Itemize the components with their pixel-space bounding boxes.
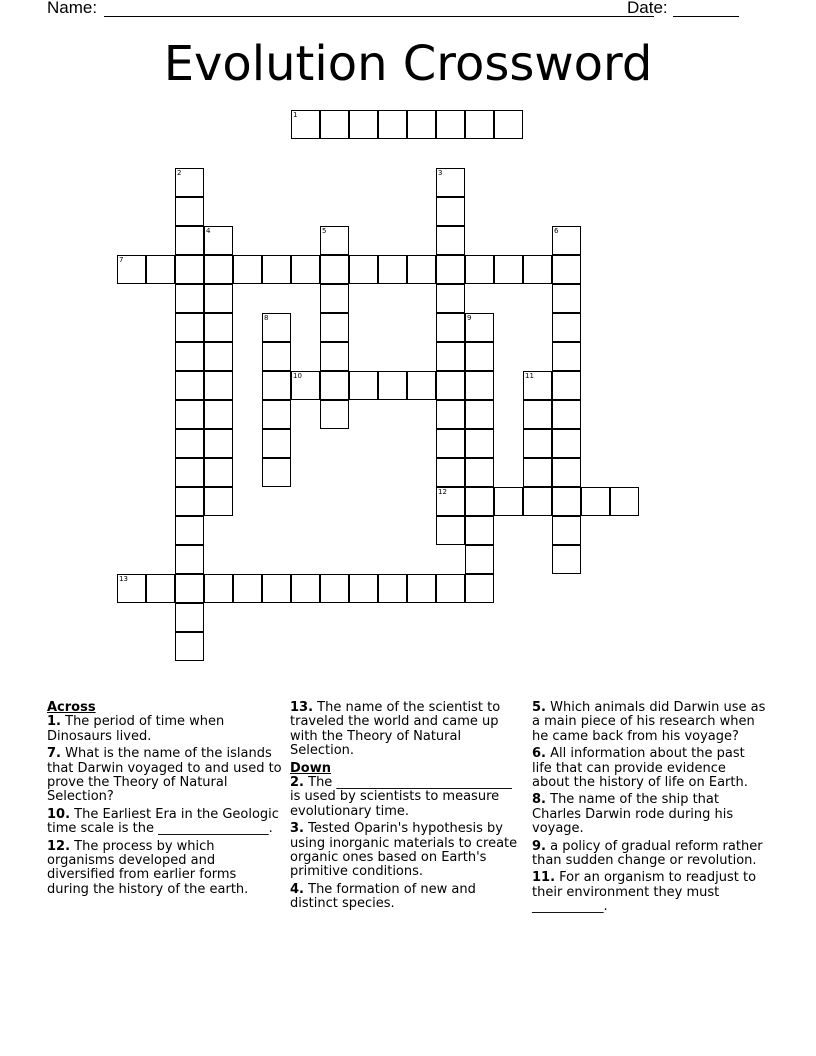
grid-cell[interactable]: [204, 226, 233, 255]
grid-cell[interactable]: [407, 574, 436, 603]
grid-cell[interactable]: [465, 342, 494, 371]
grid-cell[interactable]: [378, 574, 407, 603]
grid-cell[interactable]: [494, 487, 523, 516]
grid-cell[interactable]: [291, 574, 320, 603]
grid-cell[interactable]: [117, 255, 146, 284]
grid-cell[interactable]: [175, 313, 204, 342]
name-label: Name:: [47, 0, 98, 17]
clue-column-2: [290, 701, 525, 915]
grid-cell[interactable]: [146, 574, 175, 603]
grid-cell[interactable]: [349, 255, 378, 284]
across-clue: 12. The process by which organisms developed and diversified from earlier forms during the history of the earth.: [47, 838, 249, 897]
down-heading: Down: [290, 760, 331, 776]
clue-number: 5: [322, 227, 327, 235]
clue-number: 8: [264, 314, 269, 322]
grid-cell[interactable]: [436, 342, 465, 371]
grid-cell[interactable]: [320, 574, 349, 603]
date-label: Date:: [627, 0, 668, 17]
down-clue: 4. The formation of new and distinct species.: [290, 881, 476, 912]
grid-cell[interactable]: [436, 110, 465, 139]
clue-number: 3: [438, 169, 443, 177]
grid-cell[interactable]: [262, 255, 291, 284]
grid-cell[interactable]: [465, 371, 494, 400]
grid-cell[interactable]: [204, 400, 233, 429]
across-clue: 13. The name of the scientist to traveled the world and came up with the Theory of Natural Selection.: [290, 700, 501, 759]
grid-cell[interactable]: [262, 371, 291, 400]
grid-cell[interactable]: [436, 284, 465, 313]
grid-cell[interactable]: [175, 255, 204, 284]
down-clue: 8. The name of the ship that Charles Darwin rode during his voyage.: [532, 792, 734, 837]
down-clue: 3. Tested Oparin's hypothesis by using inorganic materials to create organic ones based on Earth's primitive conditions.: [290, 821, 518, 880]
grid-cell[interactable]: [552, 458, 581, 487]
down-clue: 11. For an organism to readjust to their environment they must ___________.: [532, 870, 757, 915]
grid-cell[interactable]: [175, 574, 204, 603]
grid-cell[interactable]: [291, 110, 320, 139]
grid-cell[interactable]: [175, 400, 204, 429]
grid-cell[interactable]: [262, 400, 291, 429]
grid-cell[interactable]: [436, 400, 465, 429]
grid-cell[interactable]: [552, 313, 581, 342]
grid-cell[interactable]: [552, 516, 581, 545]
down-clue: 6. All information about the past life that can provide evidence about the history of life on Earth.: [532, 746, 748, 791]
clue-number: 9: [467, 314, 472, 322]
grid-cell[interactable]: [523, 255, 552, 284]
grid-cell[interactable]: [378, 255, 407, 284]
grid-cell[interactable]: [204, 429, 233, 458]
grid-cell[interactable]: [320, 400, 349, 429]
grid-cell[interactable]: [175, 284, 204, 313]
grid-cell[interactable]: [175, 168, 204, 197]
grid-cell[interactable]: [552, 371, 581, 400]
grid-cell[interactable]: [146, 255, 175, 284]
grid-cell[interactable]: [523, 487, 552, 516]
grid-cell[interactable]: [175, 516, 204, 545]
grid-cell[interactable]: [349, 110, 378, 139]
grid-cell[interactable]: [175, 487, 204, 516]
grid-cell[interactable]: [175, 603, 204, 632]
grid-cell[interactable]: [552, 487, 581, 516]
grid-cell[interactable]: [349, 371, 378, 400]
clue-number: 13: [119, 575, 128, 583]
across-clue: 10. The Earliest Era in the Geologic time scale is the _________________.: [47, 806, 279, 837]
down-clue: 5. Which animals did Darwin use as a main piece of his research when he came back from his voyage?: [532, 700, 766, 744]
grid-cell[interactable]: [175, 342, 204, 371]
grid-cell[interactable]: [610, 487, 639, 516]
grid-cell[interactable]: [407, 371, 436, 400]
grid-cell[interactable]: [523, 371, 552, 400]
grid-cell[interactable]: [175, 545, 204, 574]
grid-cell[interactable]: [523, 429, 552, 458]
clue-number: 11: [525, 372, 534, 380]
grid-cell[interactable]: [320, 371, 349, 400]
grid-cell[interactable]: [233, 255, 262, 284]
grid-cell[interactable]: [465, 313, 494, 342]
grid-cell[interactable]: [175, 429, 204, 458]
grid-cell[interactable]: [552, 342, 581, 371]
grid-cell[interactable]: [175, 371, 204, 400]
grid-cell[interactable]: [320, 313, 349, 342]
clue-number: 12: [438, 488, 447, 496]
grid-cell[interactable]: [320, 255, 349, 284]
clue-column-1: [47, 701, 282, 900]
grid-cell[interactable]: [523, 458, 552, 487]
clue-column-3: [532, 701, 767, 918]
grid-cell[interactable]: [204, 458, 233, 487]
grid-cell[interactable]: [233, 574, 262, 603]
across-clue: 7. What is the name of the islands that Darwin voyaged to and used to prove the Theory of Natural Selection?: [47, 746, 282, 805]
clue-number: 1: [293, 111, 298, 119]
grid-cell[interactable]: [262, 458, 291, 487]
page-title: Evolution Crossword: [163, 36, 653, 92]
grid-cell[interactable]: [436, 371, 465, 400]
grid-cell[interactable]: [291, 371, 320, 400]
grid-cell[interactable]: [262, 313, 291, 342]
grid-cell[interactable]: [552, 226, 581, 255]
grid-cell[interactable]: [465, 574, 494, 603]
grid-cell[interactable]: [436, 487, 465, 516]
grid-cell[interactable]: [320, 110, 349, 139]
grid-cell[interactable]: [581, 487, 610, 516]
grid-cell[interactable]: [436, 516, 465, 545]
grid-cell[interactable]: [262, 342, 291, 371]
grid-cell[interactable]: [552, 400, 581, 429]
grid-cell[interactable]: [175, 226, 204, 255]
grid-cell[interactable]: [204, 574, 233, 603]
grid-cell[interactable]: [465, 429, 494, 458]
grid-cell[interactable]: [320, 226, 349, 255]
grid-cell[interactable]: [552, 255, 581, 284]
grid-cell[interactable]: [262, 574, 291, 603]
grid-cell[interactable]: [291, 255, 320, 284]
grid-cell[interactable]: [204, 487, 233, 516]
grid-cell[interactable]: [378, 371, 407, 400]
grid-cell[interactable]: [465, 516, 494, 545]
grid-cell[interactable]: [407, 110, 436, 139]
grid-cell[interactable]: [436, 458, 465, 487]
grid-cell[interactable]: [552, 284, 581, 313]
down-clue: 9. a policy of gradual reform rather than sudden change or revolution.: [532, 838, 763, 869]
grid-cell[interactable]: [378, 110, 407, 139]
grid-cell[interactable]: [175, 197, 204, 226]
grid-cell[interactable]: [465, 545, 494, 574]
grid-cell[interactable]: [204, 342, 233, 371]
grid-cell[interactable]: [436, 429, 465, 458]
grid-cell[interactable]: [436, 574, 465, 603]
grid-cell[interactable]: [552, 429, 581, 458]
grid-cell[interactable]: [204, 255, 233, 284]
grid-cell[interactable]: [175, 458, 204, 487]
grid-cell[interactable]: [320, 342, 349, 371]
grid-cell[interactable]: [204, 284, 233, 313]
grid-cell[interactable]: [465, 400, 494, 429]
grid-cell[interactable]: [465, 110, 494, 139]
grid-cell[interactable]: [494, 110, 523, 139]
across-heading: Across: [47, 700, 96, 715]
grid-cell[interactable]: [465, 458, 494, 487]
grid-cell[interactable]: [436, 313, 465, 342]
clue-number: 10: [293, 372, 302, 380]
grid-cell[interactable]: [494, 255, 523, 284]
clue-number: 6: [554, 227, 559, 235]
grid-cell[interactable]: [436, 168, 465, 197]
grid-cell[interactable]: [465, 487, 494, 516]
grid-cell[interactable]: [175, 632, 204, 661]
grid-cell[interactable]: [320, 284, 349, 313]
grid-cell[interactable]: [436, 197, 465, 226]
grid-cell[interactable]: [436, 226, 465, 255]
grid-cell[interactable]: [349, 574, 378, 603]
grid-cell[interactable]: [407, 255, 436, 284]
grid-cell[interactable]: [117, 574, 146, 603]
grid-cell[interactable]: [465, 255, 494, 284]
grid-cell[interactable]: [204, 371, 233, 400]
down-clue: 2. The ___________________________ is used by scientists to measure evolutionary time.: [290, 775, 512, 819]
clue-number: 7: [119, 256, 124, 264]
across-clue: 1. The period of time when Dinosaurs lived.: [47, 714, 225, 744]
clue-number: 2: [177, 169, 182, 177]
grid-cell[interactable]: [552, 545, 581, 574]
grid-cell[interactable]: [262, 429, 291, 458]
grid-cell[interactable]: [204, 313, 233, 342]
clue-number: 4: [206, 227, 211, 235]
grid-cell[interactable]: [523, 400, 552, 429]
grid-cell[interactable]: [436, 255, 465, 284]
